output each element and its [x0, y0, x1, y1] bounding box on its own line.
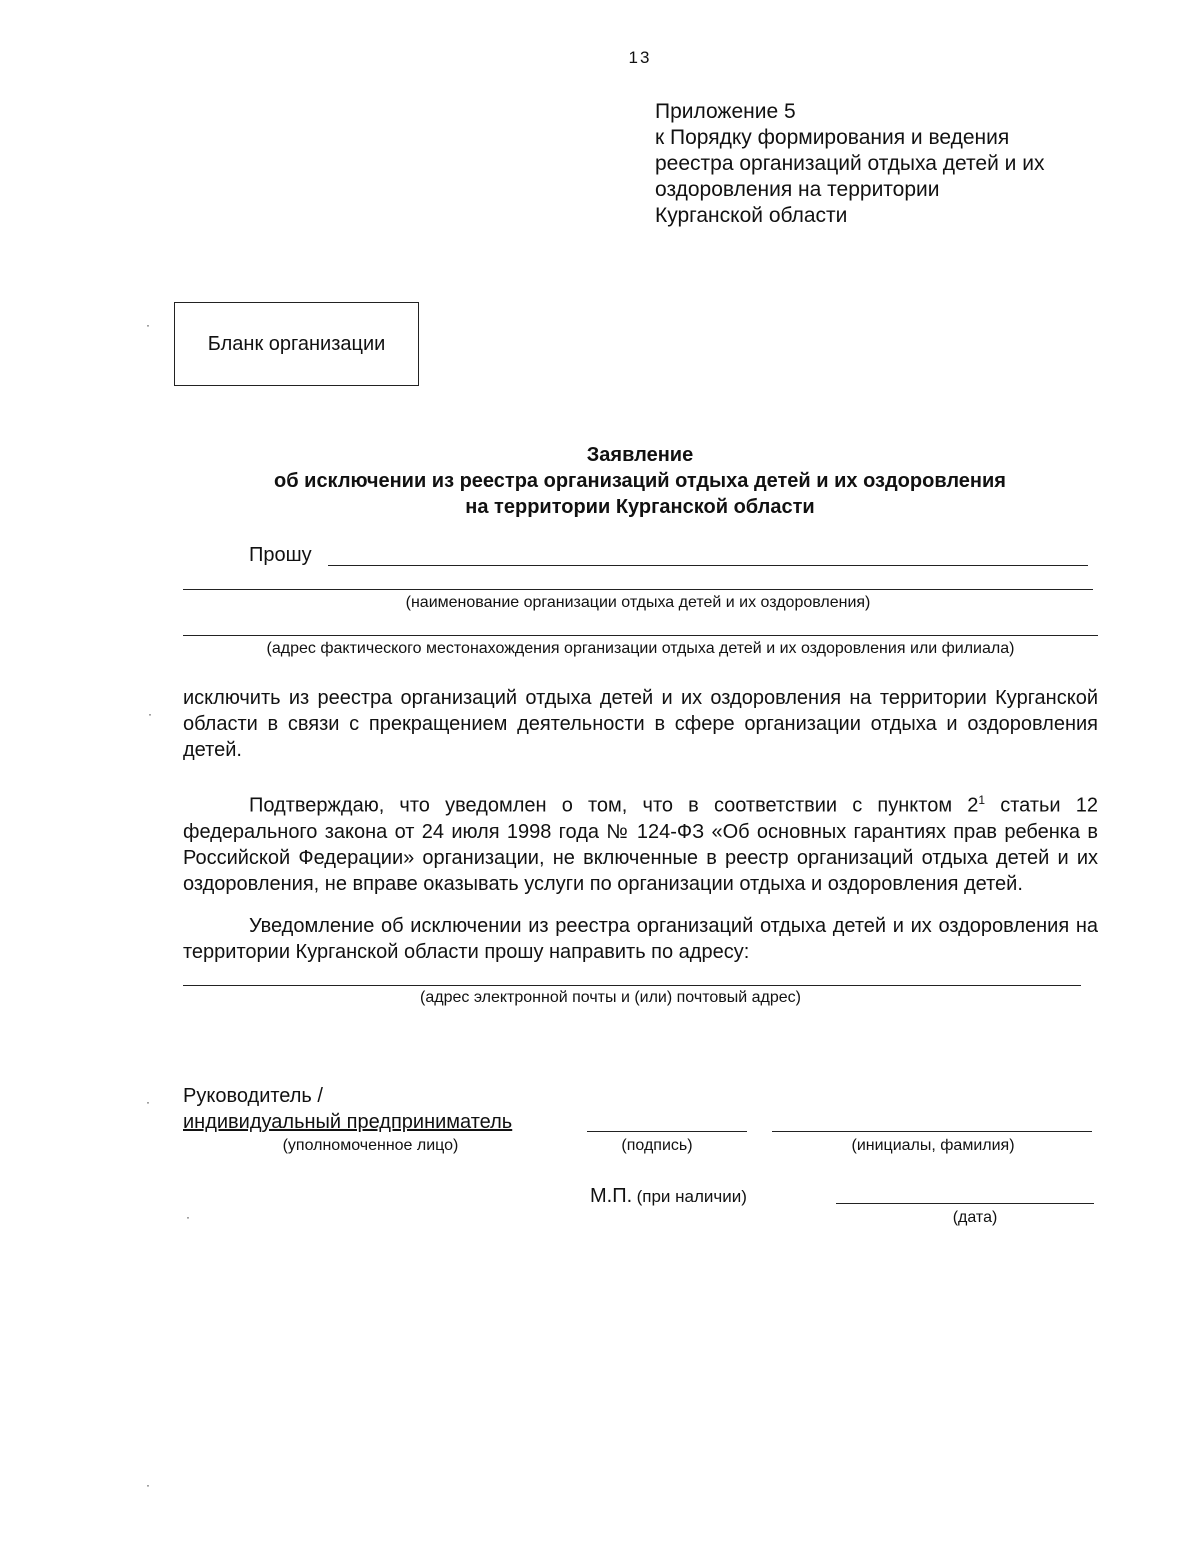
exclusion-paragraph: исключить из реестра организаций отдыха детей и их оздоровления на территории Курганской области в связи с прекращением деятельности в сфере организации отдыха и оздоровления детей. — [183, 687, 1098, 761]
name-caption: (инициалы, фамилия) — [851, 1137, 1015, 1154]
org-name-caption: (наименование организации отдыха детей и их оздоровления) — [405, 594, 871, 611]
org-name-field[interactable] — [328, 565, 1088, 566]
appendix-line: реестра организаций отдыха детей и их — [655, 152, 1045, 175]
stamp-note: (при наличии) — [636, 1187, 747, 1206]
appendix-block — [655, 99, 1044, 229]
org-name-field-continuation[interactable] — [183, 589, 1093, 590]
appendix-line: оздоровления на территории — [655, 178, 940, 201]
head-title: Руководитель / — [183, 1085, 323, 1107]
date-caption: (дата) — [952, 1209, 998, 1226]
notification-paragraph: Уведомление об исключении из реестра организаций отдыха детей и их оздоровления на территории Курганской области прошу направить по адресу: — [183, 915, 1098, 963]
authorized-person-caption: (уполномоченное лицо) — [282, 1137, 459, 1154]
head-subtitle: индивидуальный предприниматель — [183, 1111, 513, 1133]
confirmation-text-start: Подтверждаю, что уведомлен о том, что в соответствии с пунктом 2 — [249, 794, 979, 817]
stamp-label: М.П. — [590, 1185, 633, 1207]
appendix-line: к Порядку формирования и ведения — [655, 126, 1010, 149]
scan-mark: · — [146, 318, 150, 332]
document-subtitle-line2: на территории Курганской области — [465, 496, 815, 518]
appendix-line: Курганской области — [655, 204, 848, 227]
stamp-block — [590, 1185, 747, 1208]
letterhead-label: Бланк организации — [207, 332, 386, 355]
page-number: 13 — [628, 48, 652, 67]
signature-caption: (подпись) — [621, 1137, 693, 1154]
name-field[interactable] — [772, 1131, 1092, 1132]
scan-mark: · — [146, 1478, 150, 1492]
document-title: Заявление — [586, 444, 694, 466]
org-address-field[interactable] — [183, 635, 1098, 636]
date-field[interactable] — [836, 1203, 1094, 1204]
superscript-one: 1 — [978, 793, 986, 807]
signature-field[interactable] — [587, 1131, 747, 1132]
notification-address-caption: (адрес электронной почты и (или) почтовый адрес) — [420, 989, 801, 1006]
confirmation-paragraph — [183, 787, 1098, 897]
appendix-line: Приложение 5 — [655, 100, 796, 123]
scan-mark: · — [146, 1095, 150, 1109]
scan-mark: · — [148, 707, 152, 721]
scan-mark: · — [186, 1210, 190, 1224]
org-address-caption: (адрес фактического местонахождения организации отдыха детей и их оздоровления или филиала) — [266, 640, 1015, 657]
notification-address-field[interactable] — [183, 985, 1081, 986]
letterhead-box — [174, 302, 419, 386]
confirmation-text-end: статьи 12 федерального закона от 24 июля 1998 года № 124-ФЗ «Об основных гарантиях прав ребенка в Российской Федерации» организации, не включенные в реестр организаций отдыха детей и их оздоровления, не вправе оказывать услуги по организации отдыха и оздоровления детей. — [183, 794, 1098, 895]
document-subtitle-line1: об исключении из реестра организаций отдыха детей и их оздоровления — [274, 470, 1006, 492]
request-label: Прошу — [249, 544, 312, 566]
